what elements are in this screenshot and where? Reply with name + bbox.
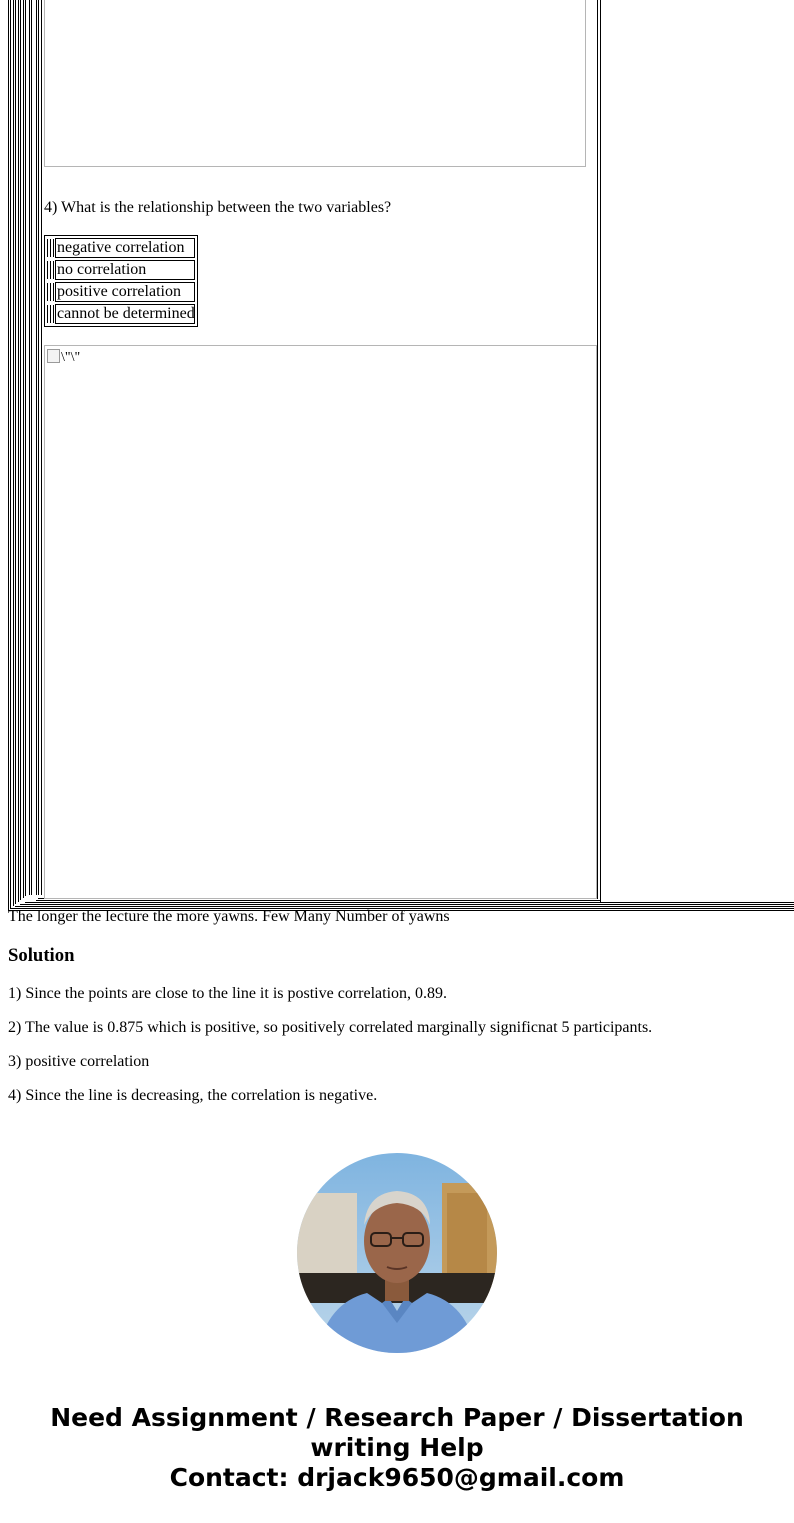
figure-caption: The longer the lecture the more yawns. Few Many Number of yawns xyxy=(8,908,450,925)
solution-line-3: 3) positive correlation xyxy=(8,1053,150,1070)
footer-contact xyxy=(0,1403,794,1493)
option-cannot-be-determined[interactable]: cannot be determined xyxy=(57,305,195,322)
footer-line-1: Need Assignment / Research Paper / Dissertation xyxy=(50,1403,744,1432)
solution-line-2: 2) The value is 0.875 which is positive, so positively correlated marginally significnat 5 participants. xyxy=(8,1019,653,1036)
option-positive-correlation[interactable]: positive correlation xyxy=(55,282,195,302)
option-bars xyxy=(47,239,55,257)
solution-line-4: 4) Since the line is decreasing, the correlation is negative. xyxy=(8,1087,378,1104)
footer-line-2: writing Help xyxy=(310,1433,484,1462)
broken-image-alt: \"\" xyxy=(61,350,81,365)
option-negative-correlation[interactable]: negative correlation xyxy=(55,238,195,258)
footer-contact-email[interactable]: Contact: drjack9650@gmail.com xyxy=(169,1463,625,1492)
broken-image-icon xyxy=(47,349,60,363)
solution-line-1: 1) Since the points are close to the line it is postive correlation, 0.89. xyxy=(8,985,448,1002)
answer-options xyxy=(44,235,198,327)
option-no-correlation[interactable]: no correlation xyxy=(55,260,195,280)
avatar-portrait xyxy=(297,1153,497,1353)
option-bars xyxy=(47,283,55,301)
avatar xyxy=(297,1153,497,1353)
chart-image-area xyxy=(44,0,586,167)
broken-image xyxy=(47,349,80,366)
question-text: 4) What is the relationship between the two variables? xyxy=(44,199,392,216)
option-bars xyxy=(47,305,55,323)
solution-heading: Solution xyxy=(8,945,75,966)
image-placeholder xyxy=(44,345,597,899)
option-bars xyxy=(47,261,55,279)
